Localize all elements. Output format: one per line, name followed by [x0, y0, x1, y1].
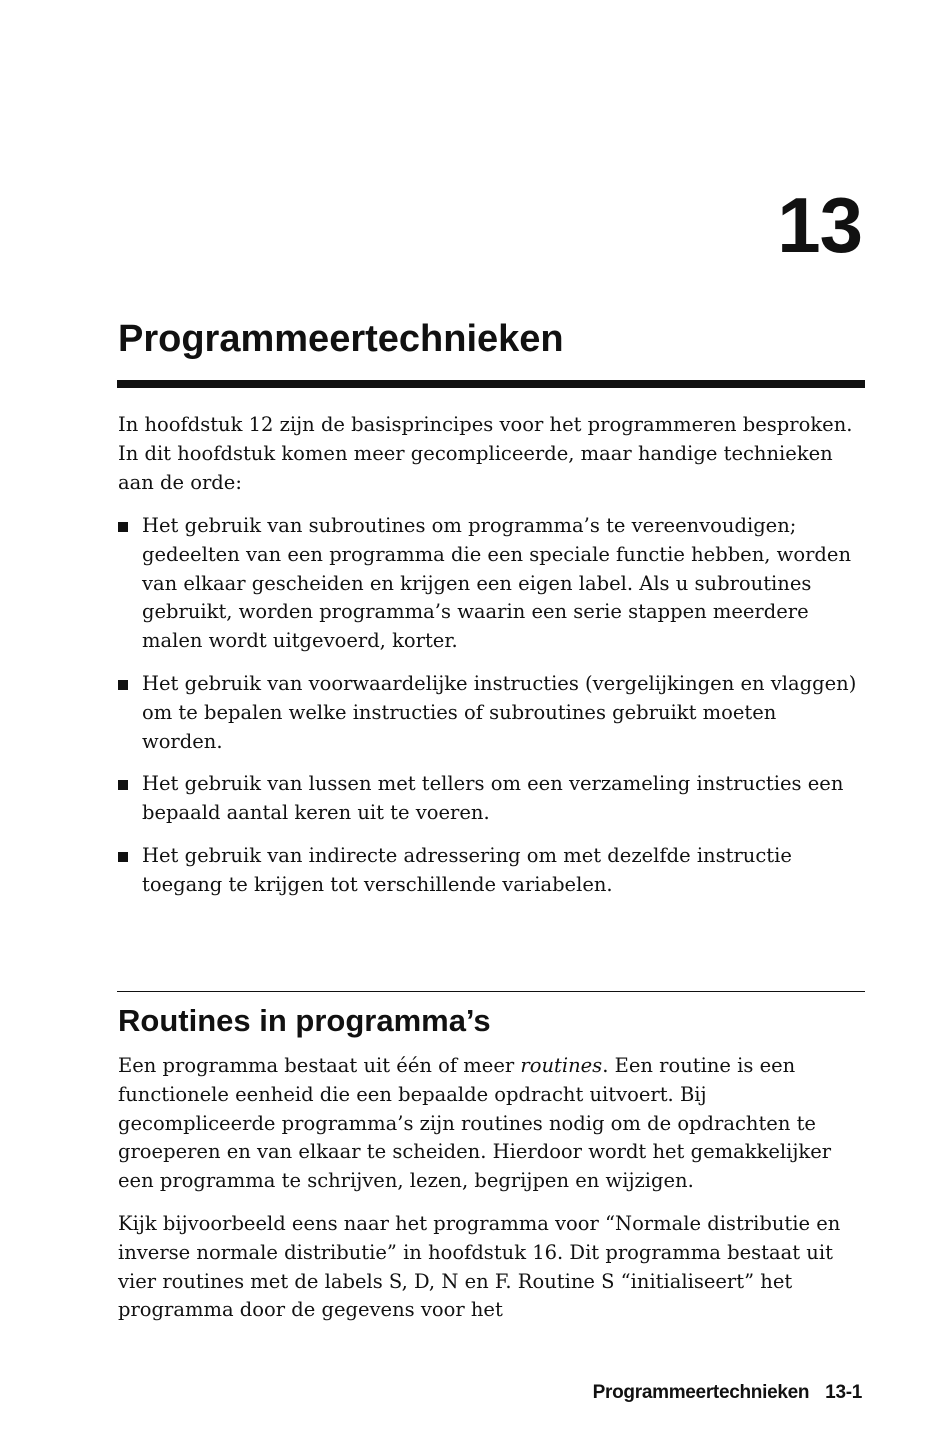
footer-title: Programmeertechnieken — [592, 1382, 810, 1403]
square-bullet-icon — [118, 522, 128, 532]
list-item — [118, 670, 863, 756]
section-body — [118, 1052, 866, 1339]
chapter-title: Programmeertechnieken — [118, 318, 564, 360]
page-footer — [593, 1383, 862, 1402]
list-item — [118, 512, 863, 656]
emphasized-term: routines — [520, 1054, 603, 1077]
chapter-number: 13 — [777, 181, 862, 269]
list-item — [118, 842, 863, 900]
list-item-text: Het gebruik van indirecte adressering om met dezelfde instructie toegang te krijgen tot verschillende variabelen. — [142, 843, 792, 896]
paragraph-text: . Een routine is een functionele eenheid die een bepaalde opdracht uitvoert. Bij gecompliceerde programma’s zijn routines nodig om de opdrachten te groeperen en van elkaar te scheiden. Hierdoor wordt het gemakkelijker een programma te schrijven, lezen, begrijpen en wijzigen. — [118, 1054, 832, 1193]
square-bullet-icon — [118, 780, 128, 790]
section-title: Routines in programma’s — [118, 1003, 491, 1038]
square-bullet-icon — [118, 680, 128, 690]
intro-paragraph: In hoofdstuk 12 zijn de basisprincipes voor het programmeren besproken. In dit hoofdstuk komen meer gecompliceerde, maar handige technieken aan de orde: — [118, 413, 853, 494]
chapter-title-rule — [117, 380, 865, 388]
technique-list — [118, 512, 863, 914]
page-number: 13-1 — [825, 1382, 862, 1403]
square-bullet-icon — [118, 852, 128, 862]
paragraph-text: Een programma bestaat uit één of meer — [118, 1054, 521, 1077]
list-item — [118, 770, 863, 828]
section-paragraph: Kijk bijvoorbeeld eens naar het programma voor “Normale distributie en inverse normale distributie” in hoofdstuk 16. Dit programma bestaat uit vier routines met de labels S, D, N en F. Routine S “initialiseert” het programma door de gegevens voor het — [118, 1211, 841, 1322]
section-divider — [117, 991, 865, 992]
list-item-text: Het gebruik van lussen met tellers om een verzameling instructies een bepaald aantal keren uit te voeren. — [142, 772, 844, 825]
list-item-text: Het gebruik van voorwaardelijke instructies (vergelijkingen en vlaggen) om te bepalen welke instructies of subroutines gebruikt moeten worden. — [142, 671, 857, 753]
list-item-text: Het gebruik van subroutines om programma’s te vereenvoudigen; gedeelten van een programma die een speciale functie hebben, worden van elkaar gescheiden en krijgen een eigen label. Als u subroutines gebruikt, worden programma’s waarin een serie stappen meerdere malen wordt uitgevoerd, korter. — [142, 514, 852, 653]
section-paragraph — [118, 1052, 866, 1196]
